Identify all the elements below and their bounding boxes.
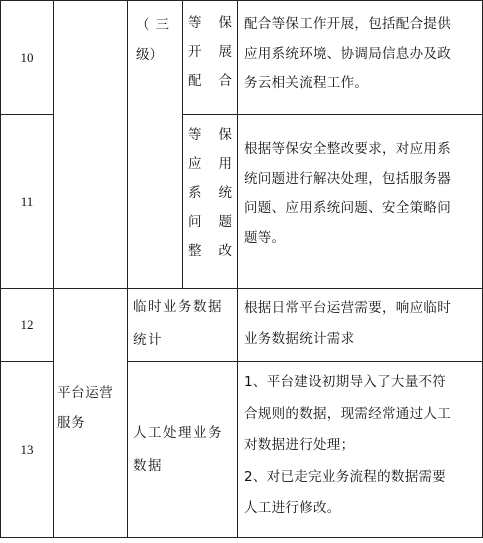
row-number-13: 13 <box>20 441 34 457</box>
description-line: 1、平台建设初期导入了大量不符 <box>244 374 447 390</box>
description-line: 2、对已走完业务流程的数据需要 <box>244 468 447 485</box>
item-line: 配合 <box>188 73 232 89</box>
item-cell-row-12 <box>133 291 235 357</box>
item-line: 统计 <box>133 332 163 348</box>
category-line: 服务 <box>57 415 86 431</box>
description-line: 对数据进行处理； <box>244 437 355 453</box>
description-line: 统问题进行解决处理，包括服务器 <box>244 170 451 187</box>
description-line: 题等。 <box>244 229 286 246</box>
description-line: 问题、应用系统问题、安全策略问 <box>244 200 451 216</box>
item-cell-row-11 <box>188 121 232 266</box>
column-divider <box>237 0 238 538</box>
row-number-12: 12 <box>20 317 34 332</box>
description-line: 人工进行修改。 <box>244 500 341 516</box>
item-line: 应用 <box>188 156 232 172</box>
item-line: 开展 <box>188 44 232 60</box>
row-divider <box>127 361 483 362</box>
description-line: 根据日常平台运营需要，响应临时 <box>244 300 451 316</box>
level-note-line: 级） <box>136 47 163 63</box>
column-divider <box>182 0 183 288</box>
item-cell-row-10 <box>188 9 232 96</box>
item-line: 整改 <box>188 243 232 259</box>
item-line: 系统 <box>188 185 232 201</box>
level-note-cell <box>136 10 178 70</box>
description-line: 合规则的数据，现需经常通过人工 <box>244 405 451 422</box>
row-divider <box>0 288 483 289</box>
description-line: 务云相关流程工作。 <box>244 75 369 91</box>
item-line: 等保 <box>188 127 232 143</box>
item-cell-row-13 <box>133 417 235 483</box>
item-line: 等保 <box>188 15 232 31</box>
level-note-line: （三 <box>136 17 175 33</box>
row-number-11: 11 <box>20 193 34 209</box>
item-line: 临时业务数据 <box>133 299 223 315</box>
row-divider <box>182 114 483 115</box>
description-line: 根据等保安全整改要求，对应用系 <box>244 141 451 157</box>
table-border-bottom <box>0 537 483 538</box>
item-line: 数据 <box>133 458 163 474</box>
description-row-13 <box>244 367 480 525</box>
description-row-10 <box>244 10 480 99</box>
description-row-12 <box>244 293 480 355</box>
column-divider <box>127 0 128 538</box>
description-line: 配合等保工作开展，包括配合提供 <box>244 16 451 32</box>
item-line: 人工处理业务 <box>133 425 223 441</box>
table-border-top <box>0 0 483 1</box>
category-cell <box>57 378 125 438</box>
item-line: 问题 <box>188 214 232 230</box>
category-line: 平台运营 <box>57 385 114 401</box>
row-number-10: 10 <box>20 49 34 65</box>
column-divider <box>53 0 54 538</box>
description-line: 业务数据统计需求 <box>244 331 355 347</box>
description-row-11 <box>244 135 480 253</box>
description-line: 应用系统环境、协调局信息办及政 <box>244 45 451 62</box>
